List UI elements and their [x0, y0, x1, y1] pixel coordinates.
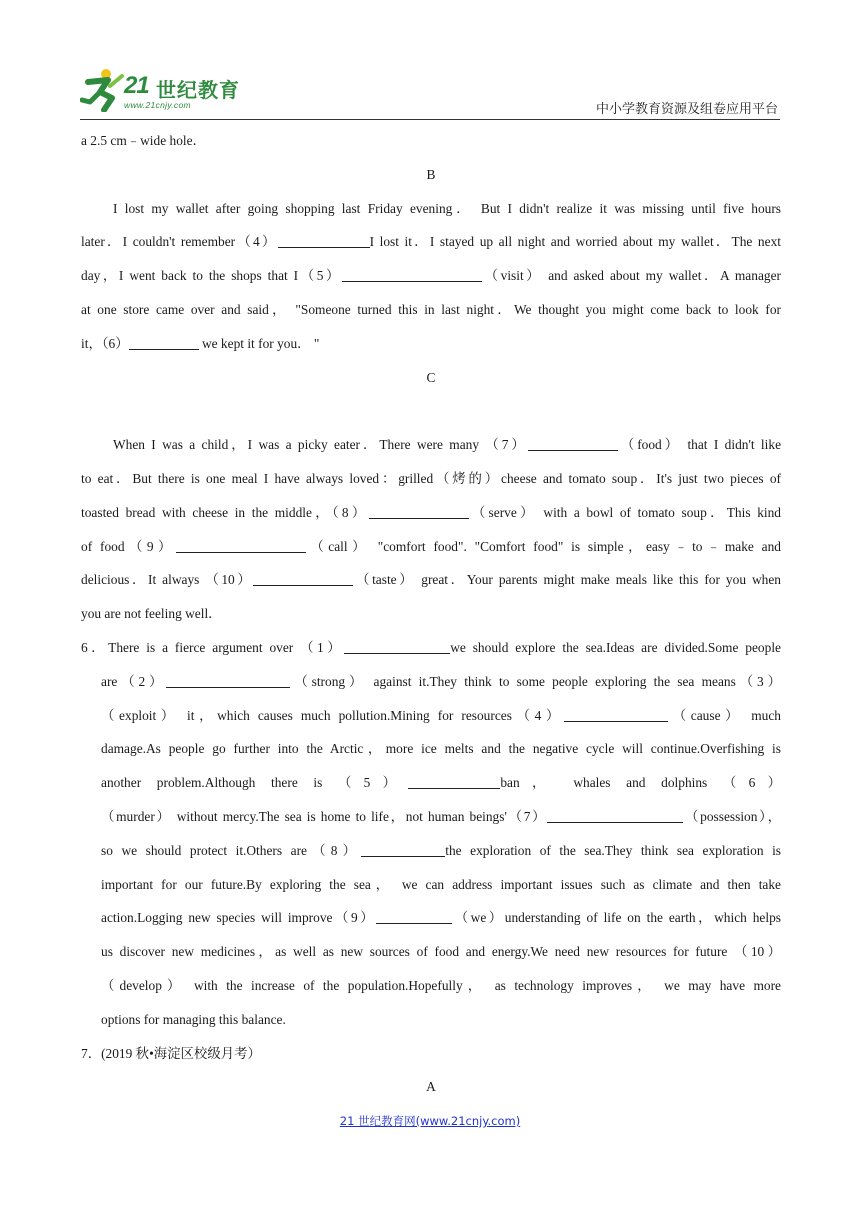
text-line: damage.As people go further into the Arctic，more ice melts and the negative cycle will continue.Overfishing is: [101, 741, 781, 757]
text-line: at one store came over and said， "Someone turned this in last night．We thought you might come back to look for: [81, 301, 781, 317]
answer-blank-q6-5[interactable]: [408, 774, 500, 789]
text-line: When I was a child，I was a picky eater．There were many （7） （food） that I didn't like: [113, 437, 782, 453]
answer-blank-q6-2[interactable]: [166, 673, 290, 688]
text-line: I lost my wallet after going shopping last Friday evening． But I didn't realize it was missing until five hours: [113, 200, 781, 216]
text-line: （exploit） it，which causes much pollution.Mining for resources（4） （cause） much: [101, 707, 781, 723]
text-line: are（2） （strong） against it.They think to some people exploring the sea means（3）: [101, 673, 781, 689]
answer-blank-9[interactable]: [176, 538, 306, 553]
question-7-title: 7．(2019 秋•海淀区校级月考）: [81, 1045, 261, 1061]
section-label-c: C: [426, 369, 436, 385]
footer-link[interactable]: 21 世纪教育网(www.21cnjy.com): [339, 1114, 521, 1128]
text-line: （murder） without mercy.The sea is home to life，not human beings'（7） （possession），: [101, 808, 781, 824]
answer-blank-q6-9[interactable]: [376, 909, 452, 924]
header-divider: [80, 119, 780, 120]
text-line: toasted bread with cheese in the middle，（8） （serve） with a bowl of tomato soup．This kind: [81, 504, 781, 520]
text-line: you are not feeling well．: [81, 606, 222, 622]
question-6-line: 6．There is a fierce argument over （1） we should explore the sea.Ideas are divided.Some people: [81, 639, 781, 655]
runner-logo-icon: [80, 66, 126, 112]
text-line: so we should protect it.Others are（8） the exploration of the sea.They think sea exploration is: [101, 842, 781, 858]
site-logo[interactable]: [80, 66, 260, 118]
text-line: （develop） with the increase of the population.Hopefully， as technology improves， we may have more: [101, 977, 781, 993]
text-line: important for our future.By exploring the sea， we can address important issues such as climate and then take: [101, 876, 781, 892]
logo-number: 21: [124, 72, 149, 99]
logo-name: 世纪教育: [156, 78, 240, 102]
answer-blank-4[interactable]: [278, 233, 370, 248]
section-label-b: B: [426, 166, 436, 182]
text-line: delicious．It always （10） （taste） great．Your parents might make meals like this for you when: [81, 572, 782, 588]
answer-blank-q6-7[interactable]: [547, 808, 683, 823]
answer-blank-q6-4[interactable]: [564, 707, 668, 722]
answer-blank-8[interactable]: [369, 504, 469, 519]
text-line: us discover new medicines，as well as new sources of food and energy.We need new resources for future （10）: [101, 944, 781, 960]
text-line: action.Logging new species will improve（9） （we）understanding of life on the earth，which helps: [101, 910, 781, 926]
text-line: a 2.5 cm﹣wide hole．: [81, 133, 206, 148]
answer-blank-7[interactable]: [528, 436, 618, 451]
section-label-a: A: [426, 1079, 436, 1095]
text-line: to eat．But there is one meal I have always loved：grilled（烤的）cheese and tomato soup．It's just two pieces of: [81, 470, 781, 486]
answer-blank-q6-8[interactable]: [361, 842, 445, 857]
text-line: it，（6） we kept it for you． ": [81, 335, 320, 351]
spacer: [81, 394, 781, 428]
answer-blank-q6-1[interactable]: [344, 639, 450, 654]
text-line: another problem.Although there is （5） ban， whales and dolphins （6）: [101, 775, 781, 791]
answer-blank-5[interactable]: [342, 267, 482, 282]
text-line: day，I went back to the shops that I（5） （visit） and asked about my wallet．A manager: [81, 268, 781, 284]
logo-url: www.21cnjy.com: [124, 100, 191, 110]
answer-blank-10[interactable]: [253, 571, 353, 586]
document-body: [81, 124, 781, 1104]
text-line: options for managing this balance.: [101, 1011, 286, 1027]
text-line: of food（9） （call） "comfort food". "Comfort food" is simple，easy﹣to﹣make and: [81, 538, 781, 554]
header-tagline: 中小学教育资源及组卷应用平台: [595, 102, 778, 117]
page-header: [80, 66, 780, 118]
answer-blank-6[interactable]: [129, 335, 199, 350]
page-footer: [0, 1112, 860, 1130]
text-line: later．I couldn't remember（4） I lost it．I stayed up all night and worried about my wallet．The next: [81, 234, 781, 250]
